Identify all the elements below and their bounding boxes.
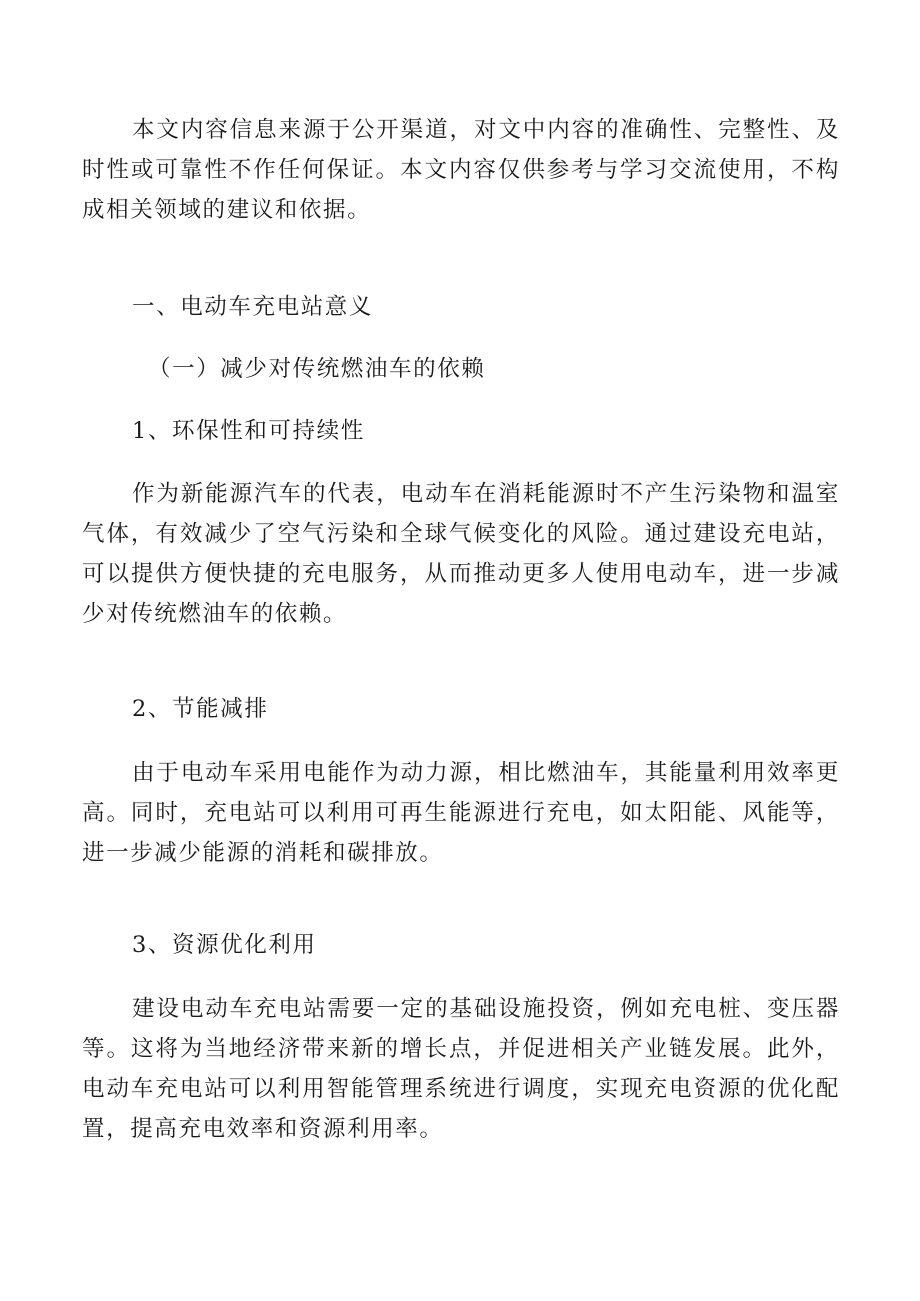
section-heading: 一、电动车充电站意义	[132, 294, 374, 320]
item-heading-3: 3、资源优化利用	[132, 932, 317, 958]
subsection-heading: （一）减少对传统燃油车的依赖	[148, 356, 486, 382]
item-paragraph-3: 建设电动车充电站需要一定的基础设施投资，例如充电桩、变压器等。这将为当地经济带来新的增长点，并促进相关产业链发展。此外，电动车充电站可以利用智能管理系统进行调度，实现充电资源的优化配置，提高充电效率和资源利用率。	[82, 996, 840, 1142]
disclaimer-paragraph: 本文内容信息来源于公开渠道，对文中内容的准确性、完整性、及时性或可靠性不作任何保证。本文内容仅供参考与学习交流使用，不构成相关领域的建议和依据。	[82, 117, 840, 223]
item-paragraph-2: 由于电动车采用电能作为动力源，相比燃油车，其能量利用效率更高。同时，充电站可以利用可再生能源进行充电，如太阳能、风能等，进一步减少能源的消耗和碳排放。	[82, 760, 840, 866]
item-heading-2: 2、节能减排	[132, 696, 269, 722]
item-heading-1: 1、环保性和可持续性	[132, 418, 365, 444]
item-paragraph-1: 作为新能源汽车的代表，电动车在消耗能源时不产生污染物和温室气体，有效减少了空气污染和全球气候变化的风险。通过建设充电站，可以提供方便快捷的充电服务，从而推动更多人使用电动车，进一步减少对传统燃油车的依赖。	[82, 481, 840, 627]
